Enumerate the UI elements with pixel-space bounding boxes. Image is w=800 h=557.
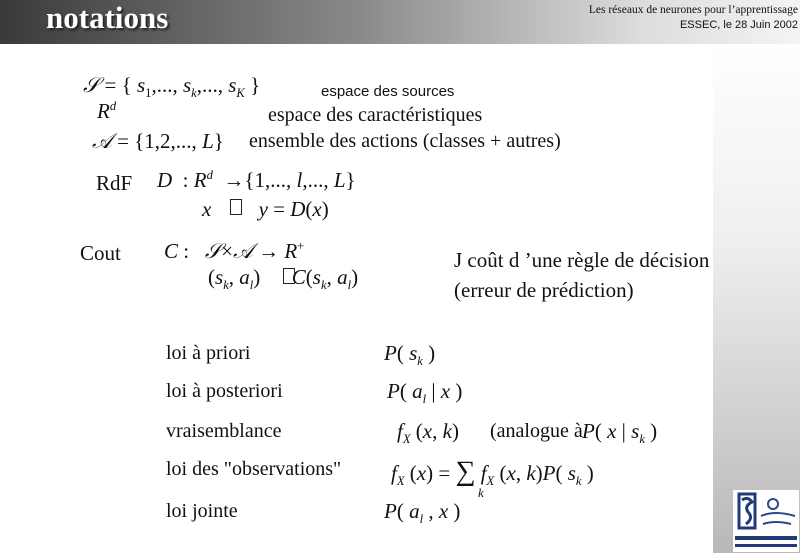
- cost-description: J coût d ’une règle de décision: [454, 248, 710, 272]
- rdf-label: RdF: [96, 171, 133, 195]
- sources-formula: 𝒮 = { $s_1$,..., $s_k$,..., $s_K$ }: [83, 73, 261, 101]
- cost-formula: C : 𝒮×𝒜 → R+: [164, 239, 305, 263]
- decorative-sidebar: [713, 44, 800, 553]
- rdf-formula: D : $R^d \to\{1$,..., l,..., L}: [157, 168, 356, 192]
- actions-formula: 𝒜 = {1,2,..., L}: [92, 129, 224, 153]
- event-info: ESSEC, le 28 Juin 2002: [679, 19, 798, 31]
- institution-logo: [733, 490, 799, 552]
- posterior-formula: P( $a_l$ | x ): [387, 379, 463, 407]
- joint-label: loi jointe: [166, 500, 238, 522]
- observations-formula: $f_X$ (x) = ∑ $f_X$ (x, k)P( $s_k$ ): [391, 456, 594, 489]
- actions-label: ensemble des actions (classes + autres): [249, 130, 561, 152]
- features-label: espace des caractéristiques: [268, 104, 483, 126]
- cost-mapping: ($s_k$, $a_l$) $C(s_k$, $a_l$): [208, 265, 359, 293]
- likelihood-label: vraisemblance: [166, 420, 282, 442]
- analog-formula: P( x | $s_k$ ): [582, 419, 658, 447]
- slide-title: notations: [46, 0, 169, 35]
- joint-formula: P( $a_l$ , x ): [384, 499, 461, 527]
- sum-index: k: [478, 485, 484, 500]
- prior-formula: P( $s_k$ ): [384, 341, 436, 369]
- cost-label: Cout: [80, 241, 121, 265]
- prior-label: loi à priori: [166, 342, 251, 364]
- features-formula: $R^d$: [97, 99, 117, 123]
- analog-label: (analogue à: [490, 420, 583, 442]
- sources-label: espace des sources: [321, 83, 455, 100]
- cost-description-2: (erreur de prédiction): [454, 278, 634, 302]
- likelihood-formula: $f_X$ (x, k): [397, 419, 459, 447]
- missing-glyph-box: [230, 199, 242, 215]
- missing-glyph-box-2: [283, 268, 295, 284]
- observations-label: loi des "observations": [166, 458, 342, 480]
- course-title: Les réseaux de neurones pour l’apprentissage: [588, 4, 798, 16]
- posterior-label: loi à posteriori: [166, 380, 283, 402]
- rdf-mapping: x y = D(x): [202, 197, 329, 221]
